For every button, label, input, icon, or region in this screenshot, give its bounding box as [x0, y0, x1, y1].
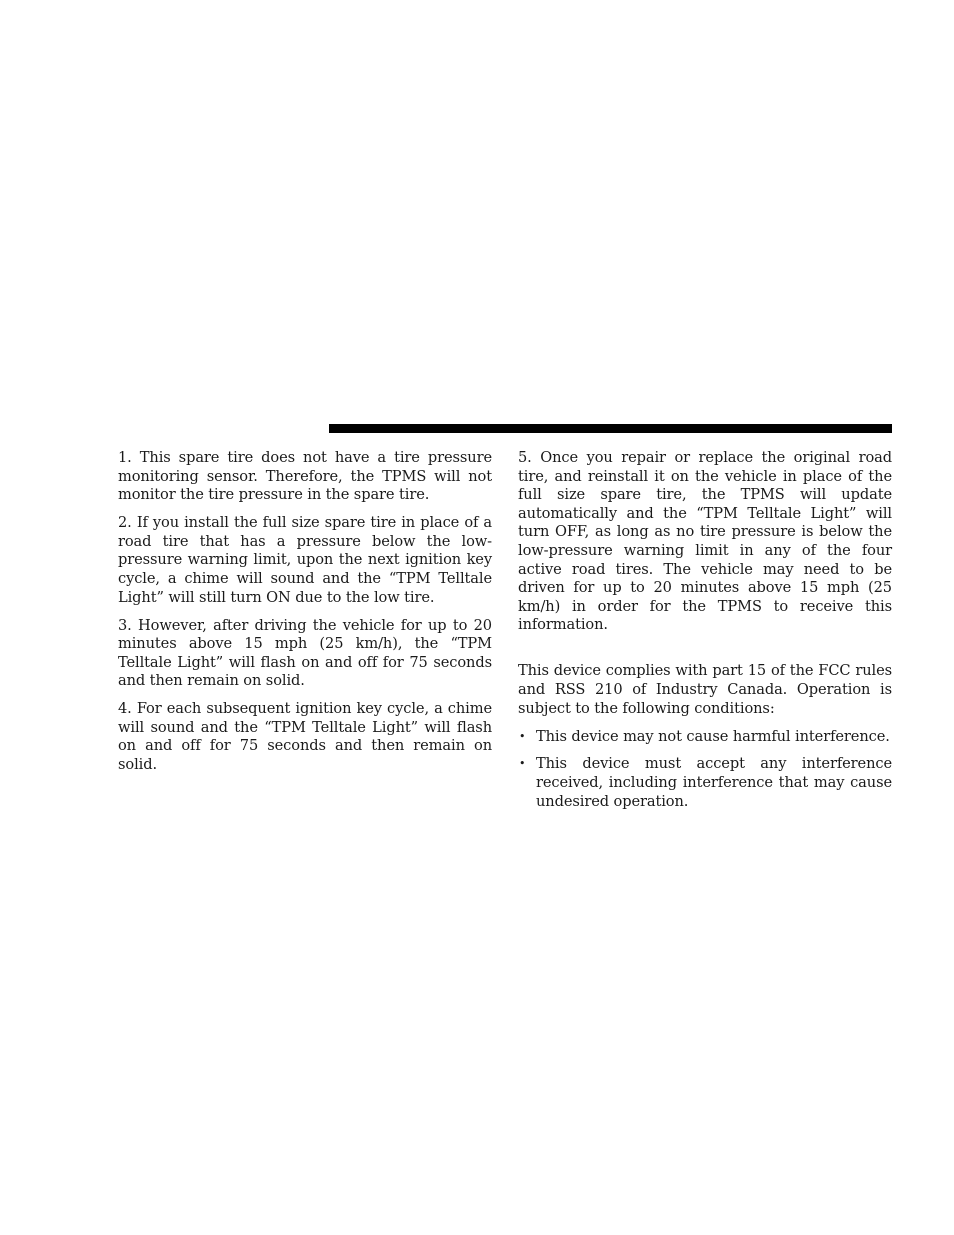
paragraph-1: 1. This spare tire does not have a tire pressure monitoring sensor. Therefore, the TPMS will not monitor the tire pressure in the spare tire.	[118, 449, 492, 504]
list-item-text: This device may not cause harmful interference.	[536, 727, 890, 745]
paragraph-2: 2. If you install the full size spare tire in place of a road tire that has a pressure below the low-pressure warning limit, upon the next ignition key cycle, a chime will sound and the “TPM Telltale Light” will still turn ON due to the low tire.	[118, 514, 492, 606]
right-column	[518, 449, 892, 821]
bullet-icon: •	[519, 729, 526, 743]
paragraph-4: 4. For each subsequent ignition key cycle, a chime will sound and the “TPM Telltale Light” will flash on and off for 75 seconds and then remain on solid.	[118, 700, 492, 774]
left-column	[118, 449, 492, 784]
list-item-text: This device must accept any interference received, including interference that may cause undesired operation.	[536, 755, 892, 810]
section-gap	[518, 644, 892, 662]
fcc-intro-paragraph: This device complies with part 15 of the FCC rules and RSS 210 of Industry Canada. Operation is subject to the following conditions:	[518, 662, 892, 717]
paragraph-3: 3. However, after driving the vehicle for up to 20 minutes above 15 mph (25 km/h), the “TPM Telltale Light” will flash on and off for 75 seconds and then remain on solid.	[118, 616, 492, 690]
bullet-icon: •	[519, 757, 526, 771]
list-item	[518, 728, 892, 747]
conditions-list	[518, 728, 892, 812]
paragraph-5: 5. Once you repair or replace the original road tire, and reinstall it on the vehicle in place of the full size spare tire, the TPMS will update automatically and the “TPM Telltale Light” will turn OFF, as long as no tire pressure is below the low-pressure warning limit in any of the four active road tires. The vehicle may need to be driven for up to 20 minutes above 15 mph (25 km/h) in order for the TPMS to receive this information.	[518, 449, 892, 634]
header-rule	[329, 424, 892, 433]
list-item	[518, 755, 892, 811]
